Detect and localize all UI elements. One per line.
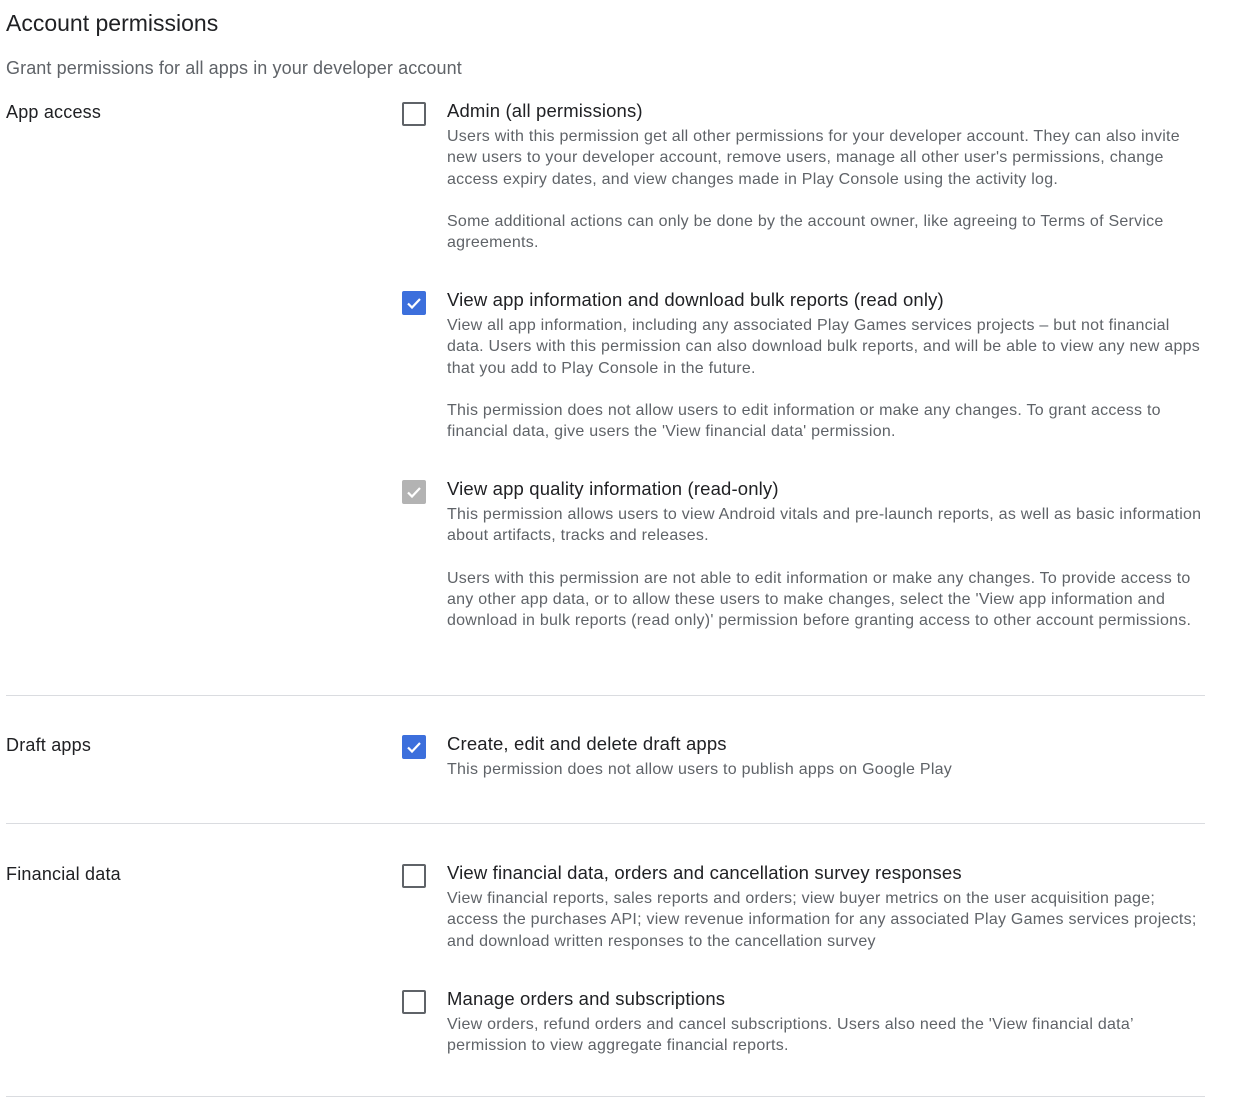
permission-description	[447, 126, 1207, 274]
checkmark-icon	[405, 294, 423, 312]
description-paragraph: This permission does not allow users to edit information or make any changes. To grant access to financial data, give users the 'View financial data' permission.	[447, 401, 1161, 441]
page-title: Account permissions	[6, 10, 219, 36]
permission-title: View app information and download bulk reports (read only)	[447, 289, 944, 310]
section-label: Financial data	[6, 864, 121, 884]
divider	[6, 823, 1205, 824]
view-app-info-checkbox[interactable]	[402, 291, 426, 315]
description-paragraph: View all app information, including any associated Play Games services projects – but not financial data. Users with this permission can also download bulk reports, and will be able to view any new apps that you add to Play Console in the future.	[447, 317, 1200, 377]
section-label: App access	[6, 102, 102, 122]
permission-description	[447, 888, 1207, 973]
section-label: Draft apps	[6, 735, 92, 755]
view-app-quality-checkbox	[402, 480, 426, 504]
checkmark-icon	[405, 738, 423, 756]
draft-apps-checkbox[interactable]	[402, 735, 426, 759]
permission-title: View app quality information (read-only)	[447, 478, 779, 499]
permission-title: Admin (all permissions)	[447, 100, 643, 121]
description-paragraph: View orders, refund orders and cancel subscriptions. Users also need the 'View financial data’ permission to view aggregate financial reports.	[447, 1016, 1134, 1055]
divider	[6, 1096, 1205, 1097]
view-financial-checkbox[interactable]	[402, 864, 426, 888]
permission-description	[447, 504, 1207, 652]
permission-title: Manage orders and subscriptions	[447, 988, 726, 1009]
description-paragraph: This permission allows users to view Android vitals and pre-launch reports, as well as basic information about artifacts, tracks and releases.	[447, 506, 1202, 545]
checkmark-icon	[405, 483, 423, 501]
permission-title: Create, edit and delete draft apps	[447, 733, 727, 754]
permission-description	[447, 1014, 1207, 1078]
permission-description	[447, 315, 1207, 463]
divider	[6, 695, 1205, 696]
description-paragraph: Users with this permission get all other permissions for your developer account. They can also invite new users to your developer account, remove users, manage all other user's permissions, change access expiry dates, and view changes made in Play Console using the activity log.	[447, 128, 1180, 188]
description-paragraph: View financial reports, sales reports and orders; view buyer metrics on the user acquisition page; access the purchases API; view revenue information for any associated Play Games services projects; and download written responses to the cancellation survey	[447, 890, 1197, 950]
admin-checkbox[interactable]	[402, 102, 426, 126]
page-subtitle: Grant permissions for all apps in your developer account	[6, 58, 462, 78]
description-paragraph: Some additional actions can only be done by the account owner, like agreeing to Terms of Service agreements.	[447, 212, 1164, 252]
permission-description	[447, 759, 1207, 801]
manage-orders-checkbox[interactable]	[402, 990, 426, 1014]
permission-title: View financial data, orders and cancellation survey responses	[447, 862, 962, 883]
description-paragraph: This permission does not allow users to publish apps on Google Play	[447, 761, 953, 778]
description-paragraph: Users with this permission are not able to edit information or make any changes. To provide access to any other app data, or to allow these users to make changes, select the 'View app information and download in bulk reports (read only)' permission before granting access to other account permissions.	[447, 569, 1192, 630]
